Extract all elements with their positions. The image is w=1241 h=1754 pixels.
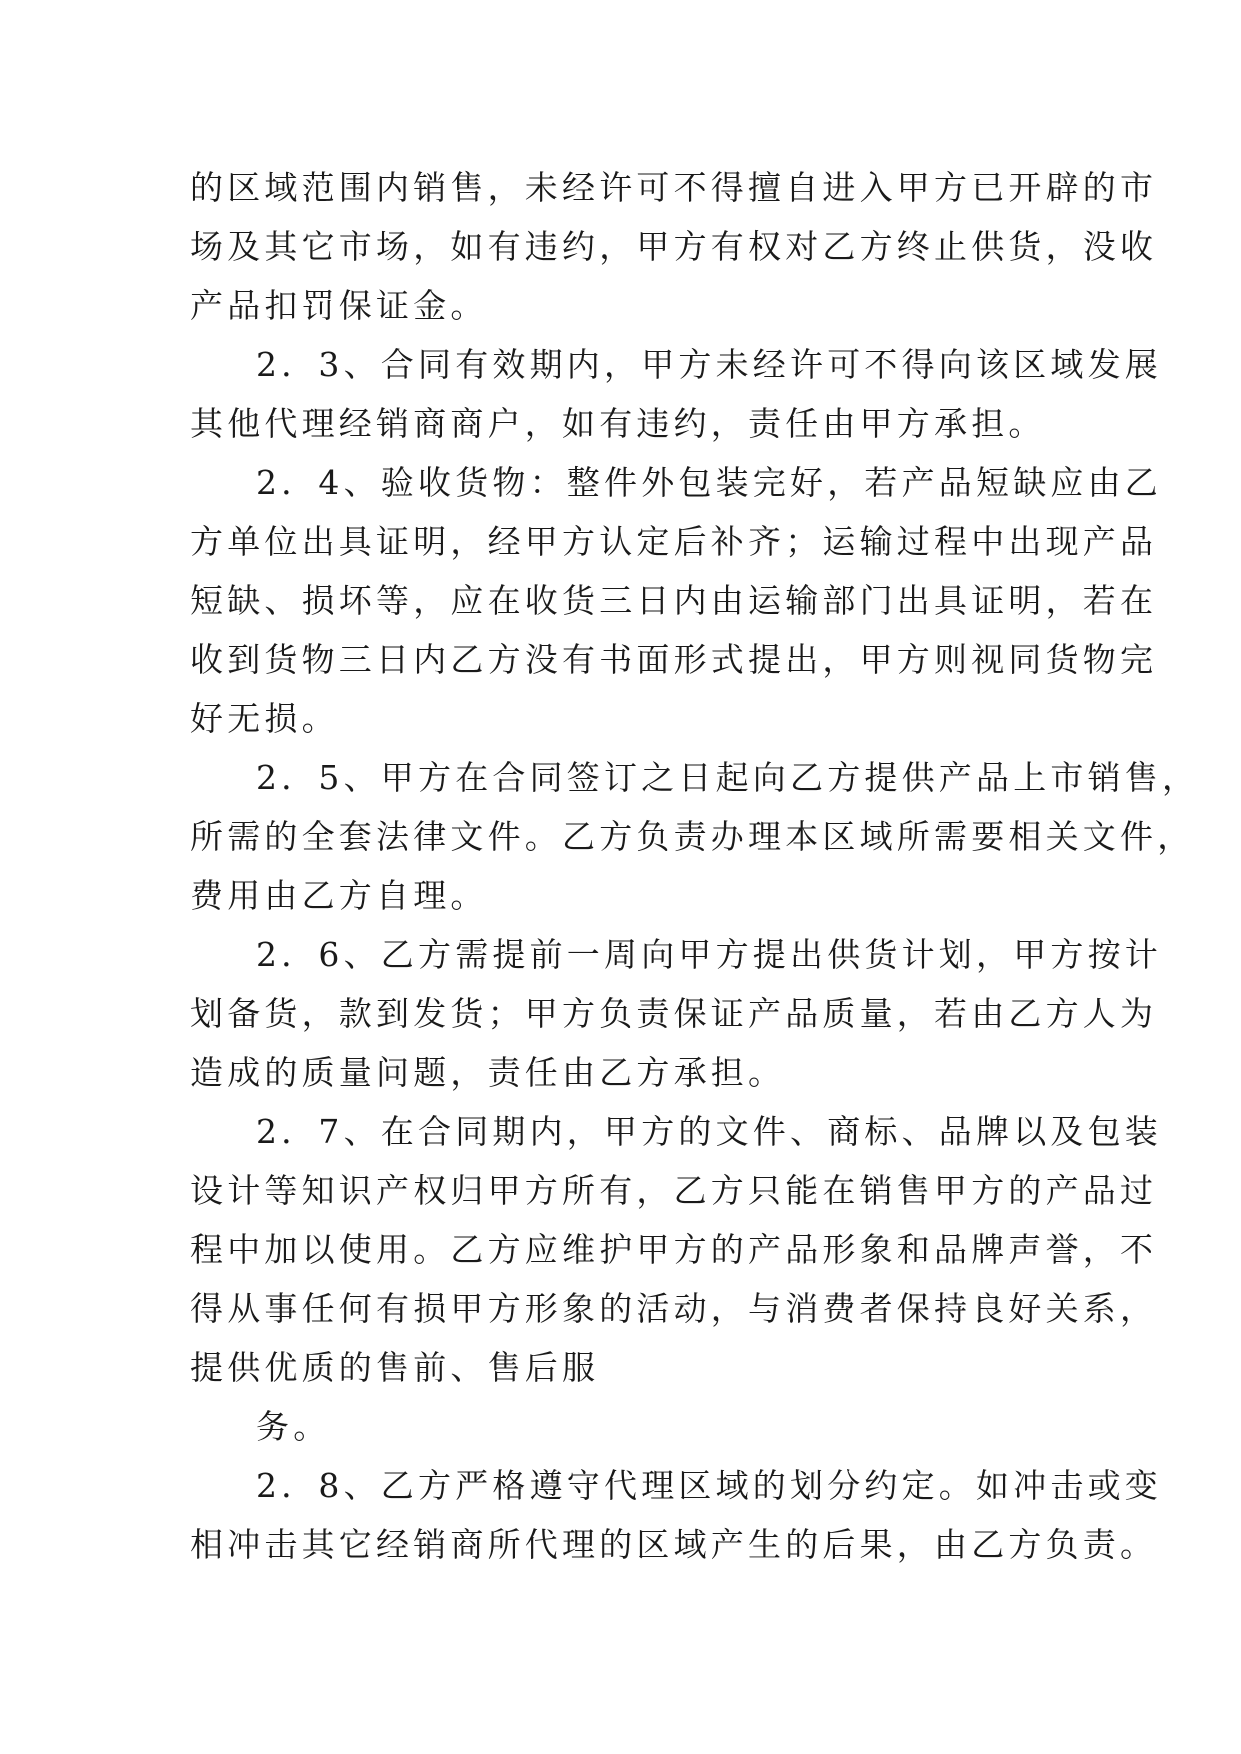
- clause-2-5-start: 2．5、甲方在合同签订之日起向乙方提供产品上市销售，: [256, 758, 1200, 797]
- text-line: 造成的质量问题，责任由乙方承担。: [190, 1053, 786, 1092]
- text-line: 产品扣罚保证金。: [190, 286, 488, 325]
- text-line: 好无损。: [190, 699, 339, 738]
- clause-2-6-start: 2．6、乙方需提前一周向甲方提出供货计划，甲方按计: [256, 935, 1162, 974]
- text-line: 设计等知识产权归甲方所有，乙方只能在销售甲方的产品过: [190, 1171, 1158, 1210]
- text-line: 方单位出具证明，经甲方认定后补齐；运输过程中出现产品: [190, 522, 1158, 561]
- text-line-continued: 务。: [256, 1407, 331, 1446]
- text-line: 提供优质的售前、售后服: [190, 1348, 600, 1387]
- text-line: 程中加以使用。乙方应维护甲方的产品形象和品牌声誉，不: [190, 1230, 1158, 1269]
- text-line: 划备货，款到发货；甲方负责保证产品质量，若由乙方人为: [190, 994, 1158, 1033]
- clause-2-4-start: 2．4、验收货物：整件外包装完好，若产品短缺应由乙: [256, 463, 1162, 502]
- text-line: 其他代理经销商商户，如有违约，责任由甲方承担。: [190, 404, 1046, 443]
- text-line: 短缺、损坏等，应在收货三日内由运输部门出具证明，若在: [190, 581, 1158, 620]
- clause-2-3-start: 2．3、合同有效期内，甲方未经许可不得向该区域发展: [256, 345, 1162, 384]
- text-line: 得从事任何有损甲方形象的活动，与消费者保持良好关系，: [190, 1289, 1158, 1328]
- text-line: 场及其它市场，如有违约，甲方有权对乙方终止供货，没收: [190, 227, 1158, 266]
- text-line: 收到货物三日内乙方没有书面形式提出，甲方则视同货物完: [190, 640, 1158, 679]
- text-line: 的区域范围内销售，未经许可不得擅自进入甲方已开辟的市: [190, 168, 1158, 207]
- clause-2-7-start: 2．7、在合同期内，甲方的文件、商标、品牌以及包装: [256, 1112, 1162, 1151]
- text-line: 相冲击其它经销商所代理的区域产生的后果，由乙方负责。: [190, 1525, 1158, 1564]
- clause-2-8-start: 2．8、乙方严格遵守代理区域的划分约定。如冲击或变: [256, 1466, 1162, 1505]
- text-line: 所需的全套法律文件。乙方负责办理本区域所需要相关文件，: [190, 817, 1195, 856]
- contract-body: [190, 158, 1200, 1574]
- text-line: 费用由乙方自理。: [190, 876, 488, 915]
